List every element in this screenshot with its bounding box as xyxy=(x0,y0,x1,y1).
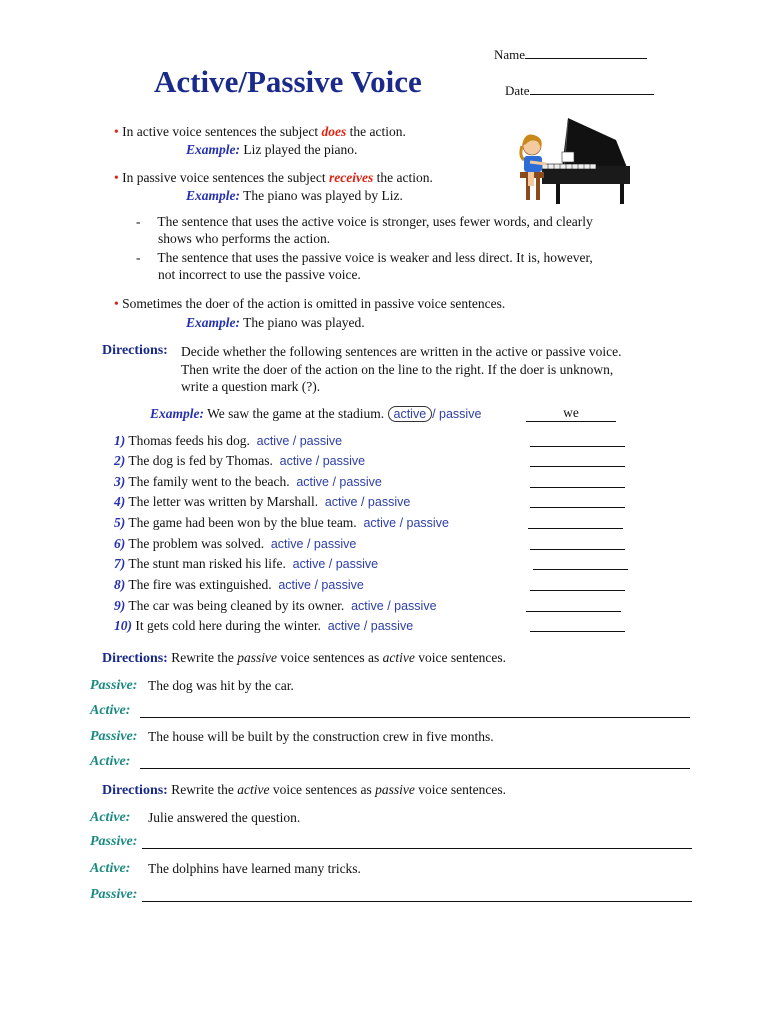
voice-choice[interactable]: active / passive xyxy=(351,599,437,613)
name-field[interactable] xyxy=(494,46,647,63)
answer-line[interactable] xyxy=(530,590,625,591)
example-row: Example: We saw the game at the stadium. active / passive xyxy=(150,406,482,421)
question-sentence: The fire was extinguished. xyxy=(128,577,272,592)
question-sentence: The problem was solved. xyxy=(128,536,265,551)
question-sentence: The dog is fed by Thomas. xyxy=(128,453,273,468)
rewrite-answer-line[interactable] xyxy=(142,848,692,849)
rewrite-label: Passive: xyxy=(90,887,138,902)
name-label: Name xyxy=(494,47,526,62)
question-item xyxy=(114,494,410,510)
voice-choice[interactable]: active / passive xyxy=(270,537,357,551)
rewrite-label: Passive: xyxy=(90,834,138,849)
question-number: 7) xyxy=(114,556,126,571)
answer-line[interactable] xyxy=(533,569,628,570)
question-item xyxy=(114,433,342,449)
directions-1-label: Directions: xyxy=(102,343,168,358)
voice-choice[interactable]: active / passive xyxy=(324,495,411,509)
voice-choice[interactable]: active / passive xyxy=(363,516,449,530)
voice-choice[interactable]: active / passive xyxy=(256,434,343,448)
date-label: Date xyxy=(505,83,530,98)
question-item xyxy=(114,536,356,552)
question-number: 6) xyxy=(114,536,126,551)
question-number: 1) xyxy=(114,433,126,448)
question-item xyxy=(114,515,449,531)
question-number: 3) xyxy=(114,474,126,489)
question-item xyxy=(114,577,364,593)
voice-choice[interactable]: active / passive xyxy=(327,619,414,633)
rewrite-answer-line[interactable] xyxy=(140,717,690,718)
question-item xyxy=(114,556,378,572)
intro-example-passive: Example: The piano was played by Liz. xyxy=(186,188,403,203)
question-number: 5) xyxy=(114,515,126,530)
omitted-bullet: • Sometimes the doer of the action is omitted in passive voice sentences. xyxy=(114,296,506,311)
question-sentence: The car was being cleaned by its owner. xyxy=(128,598,345,613)
question-number: 9) xyxy=(114,598,126,613)
intro-bullet-active: • In active voice sentences the subject does the action. xyxy=(114,124,406,139)
note-active: - The sentence that uses the active voice is stronger, uses fewer words, and clearly shows who performs the action. xyxy=(136,214,593,246)
omitted-example: Example: The piano was played. xyxy=(186,315,365,330)
question-sentence: Thomas feeds his dog. xyxy=(128,433,250,448)
rewrite-label: Active: xyxy=(90,703,131,718)
date-field[interactable] xyxy=(505,82,654,99)
answer-line[interactable] xyxy=(530,487,625,488)
question-item xyxy=(114,453,365,469)
page-title: Active/Passive Voice xyxy=(154,64,422,99)
rewrite-answer-line[interactable] xyxy=(140,768,690,769)
question-number: 10) xyxy=(114,618,132,633)
directions-2: Directions: Rewrite the passive voice sentences as active voice sentences. xyxy=(102,650,506,666)
question-sentence: The stunt man risked his life. xyxy=(128,556,286,571)
answer-line[interactable] xyxy=(526,611,621,612)
rewrite-label: Passive: xyxy=(90,729,138,744)
question-sentence: The game had been won by the blue team. xyxy=(128,515,357,530)
rewrite-label: Active: xyxy=(90,810,131,825)
rewrite-sentence: The dolphins have learned many tricks. xyxy=(148,861,361,876)
question-number: 4) xyxy=(114,494,126,509)
answer-line[interactable] xyxy=(530,446,625,447)
voice-choice[interactable]: active / passive xyxy=(279,454,366,468)
answer-line[interactable] xyxy=(530,549,625,550)
question-number: 2) xyxy=(114,453,126,468)
intro-bullet-passive: • In passive voice sentences the subject receives the action. xyxy=(114,170,433,185)
rewrite-sentence: The dog was hit by the car. xyxy=(148,678,294,693)
question-sentence: It gets cold here during the winter. xyxy=(135,618,321,633)
rewrite-label: Active: xyxy=(90,861,131,876)
directions-1-text: Decide whether the following sentences are written in the active or passive voice. Then write the doer of the action on the line to the right. If the doer is unknown, write a question mark (?). xyxy=(181,344,622,394)
rewrite-answer-line[interactable] xyxy=(142,901,692,902)
rewrite-sentence: Julie answered the question. xyxy=(148,810,301,825)
intro-example-active: Example: Liz played the piano. xyxy=(186,142,358,157)
voice-choice[interactable]: active / passive xyxy=(296,475,382,489)
question-item xyxy=(114,598,437,614)
question-item xyxy=(114,618,413,634)
question-sentence: The letter was written by Marshall. xyxy=(128,494,319,509)
rewrite-label: Active: xyxy=(90,754,131,769)
example-answer: we xyxy=(526,405,616,422)
answer-line[interactable] xyxy=(530,466,625,467)
answer-line[interactable] xyxy=(530,507,625,508)
voice-choice[interactable]: active / passive xyxy=(292,557,379,571)
note-passive: - The sentence that uses the passive voice is weaker and less direct. It is, however, not incorrect to use the passive voice. xyxy=(136,250,593,282)
rewrite-sentence: The house will be built by the construction crew in five months. xyxy=(148,729,494,744)
question-number: 8) xyxy=(114,577,126,592)
rewrite-label: Passive: xyxy=(90,678,138,693)
answer-line[interactable] xyxy=(528,528,623,529)
girl-piano-illustration xyxy=(516,116,632,206)
voice-choice[interactable]: active / passive xyxy=(278,578,364,592)
answer-line[interactable] xyxy=(530,631,625,632)
directions-3: Directions: Rewrite the active voice sentences as passive voice sentences. xyxy=(102,782,506,798)
question-item xyxy=(114,474,382,490)
question-sentence: The family went to the beach. xyxy=(128,474,290,489)
example-active-circled: active xyxy=(388,406,433,422)
